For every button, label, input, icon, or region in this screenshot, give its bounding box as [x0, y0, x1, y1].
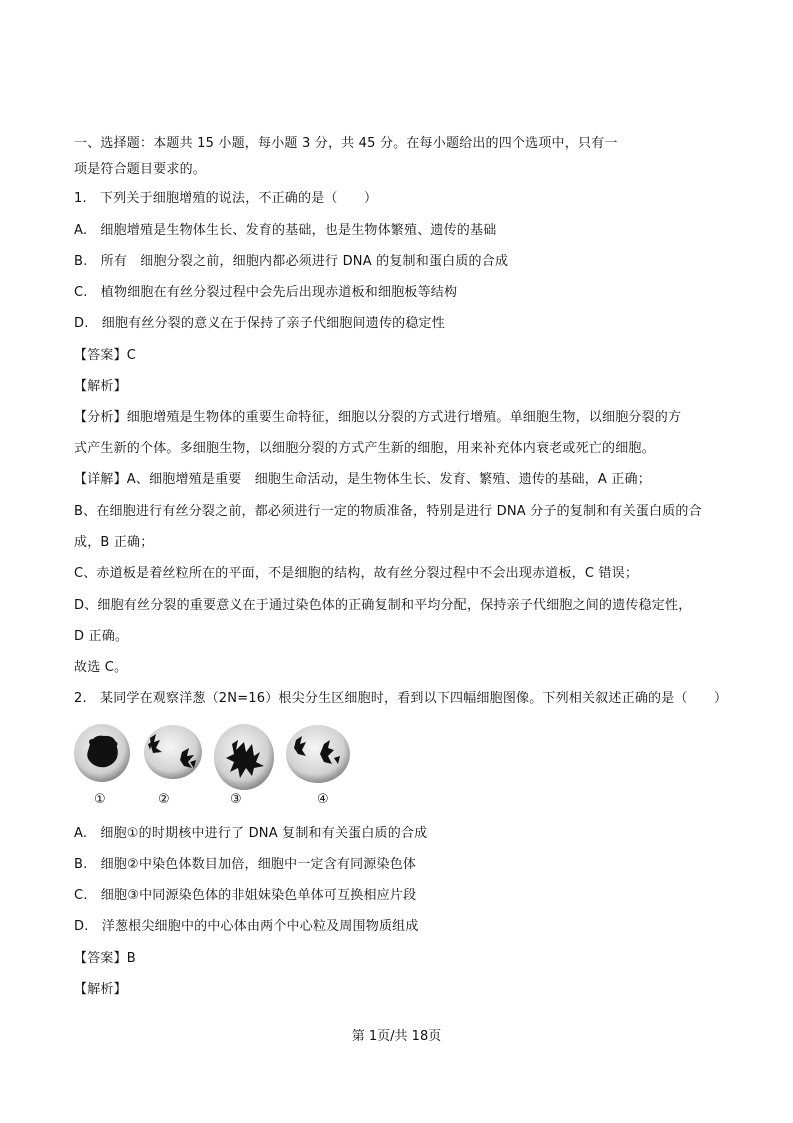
q1-analysis-line: 【详解】A、细胞增殖是重要 细胞生命活动，是生物体生长、发育、繁殖、遗传的基础，A 正确；	[74, 472, 651, 487]
q2-option-c: C. 细胞③中同源染色体的非姐妹染色单体可互换相应片段	[74, 888, 417, 903]
q1-option-a: A. 细胞增殖是生物体生长、发育的基础，也是生物体繁殖、遗传的基础	[74, 223, 497, 238]
figure-label-4: ④	[317, 792, 329, 807]
q2-answer: 【答案】B	[74, 951, 136, 966]
q1-analysis-line: B、在细胞进行有丝分裂之前，都必须进行一定的物质准备，特别是进行 DNA 分子的复制和有关蛋白质的合	[74, 504, 702, 519]
page-footer: 第 1页/共 18页	[351, 1029, 442, 1044]
cell-image-4	[284, 722, 352, 788]
q1-answer: 【答案】C	[74, 348, 137, 363]
cell-images-figure	[72, 722, 362, 808]
q1-option-d: D. 细胞有丝分裂的意义在于保持了亲子代细胞间遗传的稳定性	[74, 316, 445, 331]
q1-option-c: C. 植物细胞在有丝分裂过程中会先后出现赤道板和细胞板等结构	[74, 285, 458, 300]
q2-option-b: B. 细胞②中染色体数目加倍，细胞中一定含有同源染色体	[74, 857, 417, 872]
q2-option-d: D. 洋葱根尖细胞中的中心体由两个中心粒及周围物质组成	[74, 919, 419, 934]
cell-image-1	[72, 722, 132, 786]
q1-analysis-line: D、细胞有丝分裂的重要意义在于通过染色体的正确复制和平均分配，保持亲子代细胞之间的遗传稳定性，	[74, 598, 692, 613]
figure-label-1: ①	[94, 792, 106, 807]
figure-label-2: ②	[158, 792, 170, 807]
figure-label-3: ③	[230, 792, 242, 807]
q1-analysis-line: 成，B 正确；	[74, 535, 154, 550]
q1-option-b: B. 所有 细胞分裂之前，细胞内都必须进行 DNA 的复制和蛋白质的合成	[74, 254, 509, 269]
q1-analysis-label: 【解析】	[74, 379, 127, 394]
q1-stem: 1. 下列关于细胞增殖的说法，不正确的是（ ）	[74, 191, 378, 206]
q1-analysis-line: 故选 C。	[74, 660, 128, 675]
section-header-line2: 项是符合题目要求的。	[74, 162, 207, 177]
cell-image-3	[212, 722, 276, 792]
cell-image-2	[142, 722, 204, 786]
q1-analysis-line: C、赤道板是着丝粒所在的平面，不是细胞的结构，故有丝分裂过程中不会出现赤道板，C 错误；	[74, 566, 639, 581]
q1-analysis-line: D 正确。	[74, 629, 129, 644]
section-header-line1: 一、选择题：本题共 15 小题，每小题 3 分，共 45 分。在每小题给出的四个选项中，只有一	[74, 136, 618, 151]
q2-stem: 2. 某同学在观察洋葱（2N=16）根尖分生区细胞时，看到以下四幅细胞图像。下列相关叙述正确的是（ ）	[74, 691, 728, 706]
q2-option-a: A. 细胞①的时期核中进行了 DNA 复制和有关蛋白质的合成	[74, 826, 428, 841]
q2-analysis-label: 【解析】	[74, 982, 127, 997]
q1-analysis-line: 式产生新的个体。多细胞生物，以细胞分裂的方式产生新的细胞，用来补充体内衰老或死亡的细胞。	[74, 441, 655, 456]
q1-analysis-line: 【分析】细胞增殖是生物体的重要生命特征，细胞以分裂的方式进行增殖。单细胞生物，以细胞分裂的方	[74, 410, 682, 425]
